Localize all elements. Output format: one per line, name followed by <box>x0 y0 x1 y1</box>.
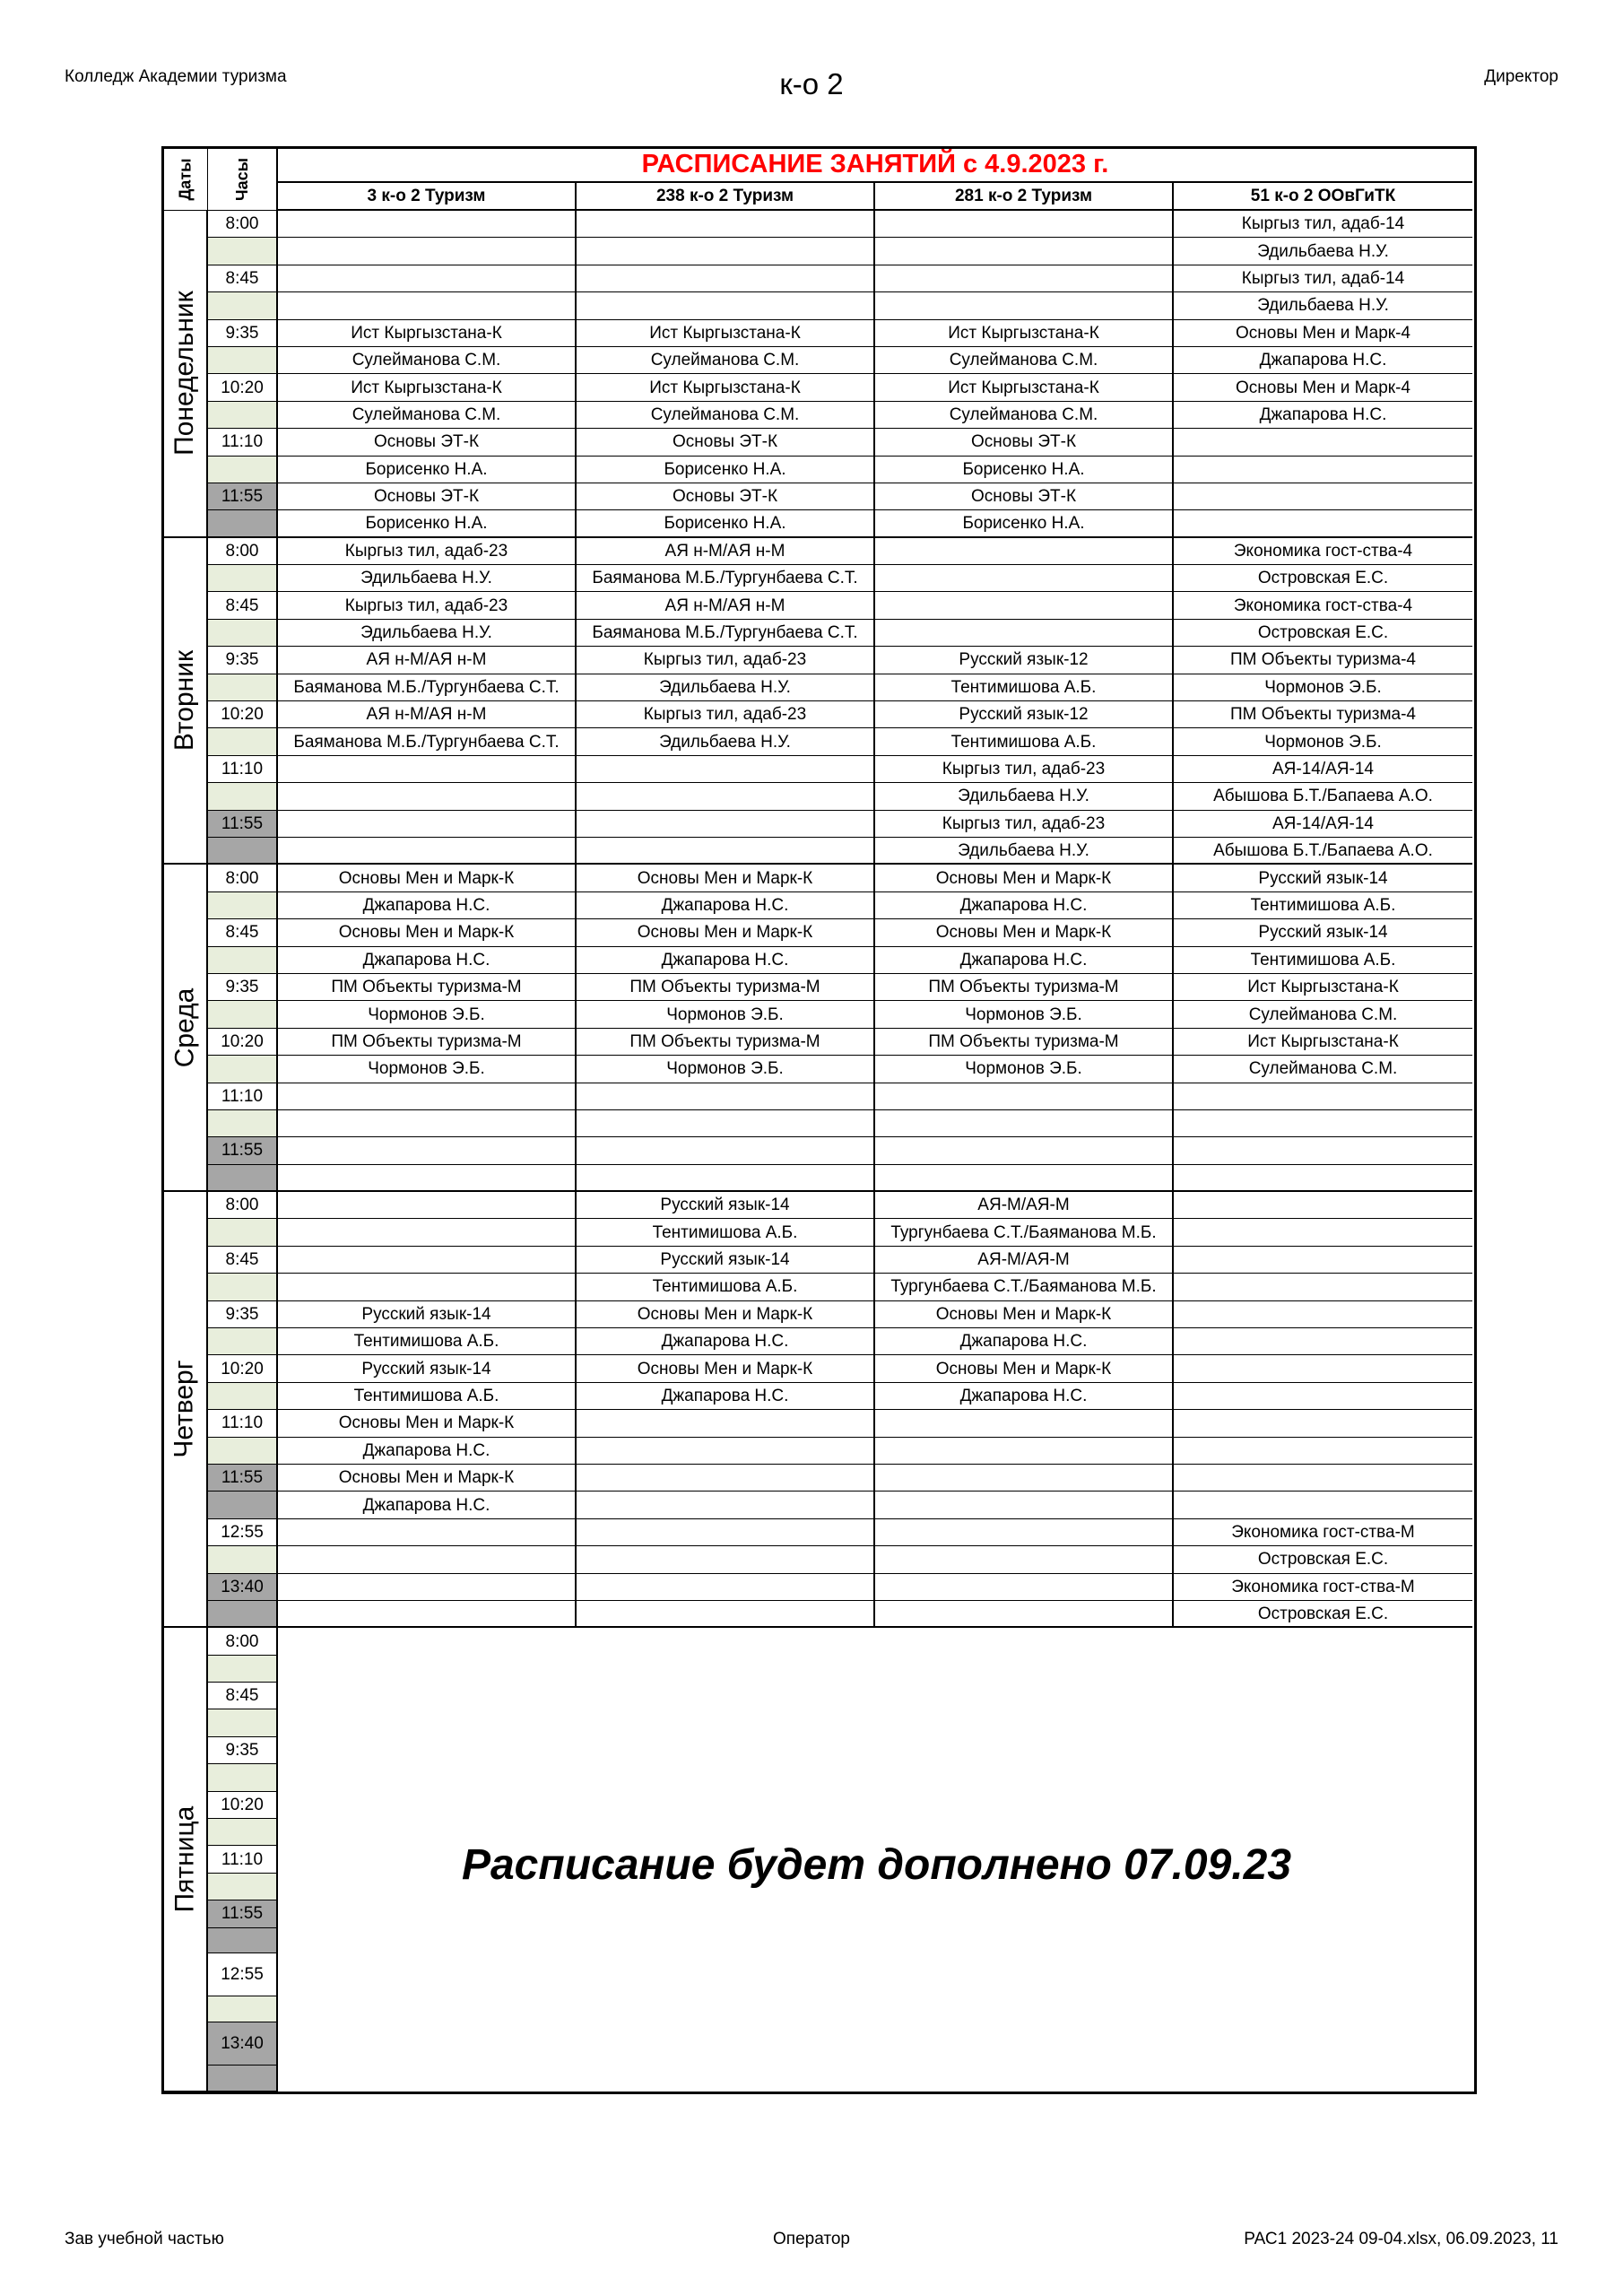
time-slot-spacer <box>208 1764 278 1791</box>
subject-cell <box>278 211 577 238</box>
time-slot: 11:10 <box>208 1083 278 1110</box>
time-slot-spacer <box>208 947 278 974</box>
subject-cell: Кыргыз тил, адаб-23 <box>875 811 1174 838</box>
subject-cell: Основы Мен и Марк-К <box>577 865 875 891</box>
teacher-cell: Тентимишова А.Б. <box>278 1383 577 1410</box>
subject-cell: Основы Мен и Марк-К <box>577 1301 875 1328</box>
subject-cell: Кыргыз тил, адаб-23 <box>875 756 1174 783</box>
teacher-cell: Тентимишова А.Б. <box>577 1274 875 1300</box>
time-slot: 8:45 <box>208 1683 278 1709</box>
teacher-cell <box>577 238 875 265</box>
subject-cell <box>577 1574 875 1601</box>
teacher-cell <box>278 838 577 865</box>
day-label: Понедельник <box>163 211 208 538</box>
teacher-cell <box>278 1165 577 1192</box>
subject-cell: Экономика гост-ства-4 <box>1174 592 1472 619</box>
subject-cell <box>278 1574 577 1601</box>
subject-cell: Русский язык-14 <box>278 1355 577 1382</box>
teacher-cell: Тентимишова А.Б. <box>875 674 1174 701</box>
day-label: Пятница <box>163 1628 208 2092</box>
teacher-cell: Эдильбаева Н.У. <box>577 674 875 701</box>
subject-cell <box>1174 1137 1472 1164</box>
subject-cell: Русский язык-12 <box>875 701 1174 728</box>
subject-cell <box>278 1192 577 1219</box>
header-college-name: Колледж Академии туризма <box>65 67 287 86</box>
time-slot-spacer <box>208 1996 278 2022</box>
teacher-cell: Сулейманова С.М. <box>1174 1056 1472 1083</box>
time-slot-spacer <box>208 783 278 810</box>
teacher-cell: Тентимишова А.Б. <box>577 1219 875 1246</box>
subject-cell: ПМ Объекты туризма-М <box>577 1029 875 1056</box>
time-slot-spacer <box>208 238 278 265</box>
time-slot: 10:20 <box>208 1792 278 1819</box>
teacher-cell: Сулейманова С.М. <box>577 402 875 429</box>
time-slot: 11:55 <box>208 811 278 838</box>
subject-cell: Русский язык-14 <box>577 1247 875 1274</box>
teacher-cell: Эдильбаева Н.У. <box>1174 238 1472 265</box>
day-label: Четверг <box>163 1192 208 1628</box>
time-slot-spacer <box>208 620 278 647</box>
subject-cell: Кыргыз тил, адаб-23 <box>577 701 875 728</box>
footer-operator: Оператор <box>773 2230 850 2248</box>
teacher-cell: Борисенко Н.А. <box>577 457 875 483</box>
teacher-cell: Борисенко Н.А. <box>278 457 577 483</box>
teacher-cell: Джапарова Н.С. <box>1174 402 1472 429</box>
schedule-title: РАСПИСАНИЕ ЗАНЯТИЙ с 4.9.2023 г. <box>278 148 1472 183</box>
subject-cell <box>1174 1247 1472 1274</box>
subject-cell <box>875 1137 1174 1164</box>
teacher-cell <box>278 1219 577 1246</box>
footer-file-info: РАС1 2023-24 09-04.xlsx, 06.09.2023, 11 <box>1244 2230 1558 2248</box>
teacher-cell <box>577 1492 875 1518</box>
teacher-cell <box>875 565 1174 592</box>
subject-cell: Русский язык-12 <box>875 647 1174 674</box>
teacher-cell: Джапарова Н.С. <box>577 1328 875 1355</box>
subject-cell: Экономика гост-ства-М <box>1174 1574 1472 1601</box>
time-slot-spacer <box>208 728 278 755</box>
teacher-cell: Джапарова Н.С. <box>577 947 875 974</box>
subject-cell <box>577 265 875 292</box>
teacher-cell: Чормонов Э.Б. <box>577 1056 875 1083</box>
subject-cell <box>577 211 875 238</box>
subject-cell <box>1174 1192 1472 1219</box>
time-slot: 13:40 <box>208 2022 278 2066</box>
teacher-cell: Борисенко Н.А. <box>278 510 577 537</box>
teacher-cell: Эдильбаева Н.У. <box>1174 292 1472 319</box>
header-group-code: к-о 2 <box>779 67 844 100</box>
teacher-cell: Чормонов Э.Б. <box>278 1056 577 1083</box>
subject-cell: Кыргыз тил, адаб-14 <box>1174 211 1472 238</box>
subject-cell <box>875 265 1174 292</box>
time-slot: 12:55 <box>208 1953 278 1996</box>
corner-dates: Даты <box>163 148 208 211</box>
time-slot: 11:55 <box>208 483 278 510</box>
teacher-cell: Чормонов Э.Б. <box>1174 728 1472 755</box>
teacher-cell: Абышова Б.Т./Бапаева А.О. <box>1174 783 1472 810</box>
schedule-notice: Расписание будет дополнено 07.09.23 <box>461 1841 1292 1889</box>
teacher-cell <box>1174 457 1472 483</box>
teacher-cell <box>577 1438 875 1465</box>
teacher-cell <box>875 1165 1174 1192</box>
time-slot: 9:35 <box>208 1301 278 1328</box>
subject-cell <box>577 756 875 783</box>
teacher-cell <box>278 1546 577 1573</box>
column-header: 238 к-о 2 Туризм <box>577 183 875 211</box>
subject-cell: Основы Мен и Марк-К <box>577 1355 875 1382</box>
subject-cell: ПМ Объекты туризма-М <box>278 1029 577 1056</box>
time-slot: 8:45 <box>208 592 278 619</box>
subject-cell: Кыргыз тил, адаб-23 <box>577 647 875 674</box>
teacher-cell <box>278 783 577 810</box>
teacher-cell: Эдильбаева Н.У. <box>577 728 875 755</box>
teacher-cell: Эдильбаева Н.У. <box>875 783 1174 810</box>
subject-cell <box>875 1465 1174 1492</box>
teacher-cell: Баяманова М.Б./Тургунбаева С.Т. <box>577 620 875 647</box>
teacher-cell: Тентимишова А.Б. <box>875 728 1174 755</box>
teacher-cell: Островская Е.С. <box>1174 1601 1472 1628</box>
subject-cell: Кыргыз тил, адаб-14 <box>1174 265 1472 292</box>
teacher-cell: Тентимишова А.Б. <box>1174 947 1472 974</box>
subject-cell: Основы ЭТ-К <box>577 483 875 510</box>
teacher-cell <box>1174 1328 1472 1355</box>
subject-cell: Основы Мен и Марк-К <box>577 919 875 946</box>
subject-cell: АЯ н-М/АЯ н-М <box>577 592 875 619</box>
teacher-cell <box>577 1165 875 1192</box>
teacher-cell: Эдильбаева Н.У. <box>875 838 1174 865</box>
teacher-cell: Тургунбаева С.Т./Баяманова М.Б. <box>875 1219 1174 1246</box>
teacher-cell: Джапарова Н.С. <box>1174 347 1472 374</box>
day-label: Среда <box>163 865 208 1192</box>
subject-cell: ПМ Объекты туризма-М <box>278 974 577 1001</box>
time-slot-spacer <box>208 457 278 483</box>
teacher-cell <box>278 1601 577 1628</box>
subject-cell <box>278 811 577 838</box>
teacher-cell: Абышова Б.Т./Бапаева А.О. <box>1174 838 1472 865</box>
subject-cell: Основы Мен и Марк-К <box>875 919 1174 946</box>
teacher-cell <box>1174 1219 1472 1246</box>
subject-cell: Основы Мен и Марк-К <box>278 919 577 946</box>
subject-cell <box>577 1410 875 1437</box>
teacher-cell: Борисенко Н.А. <box>875 457 1174 483</box>
time-slot: 9:35 <box>208 647 278 674</box>
time-slot-spacer <box>208 2066 278 2092</box>
time-slot-spacer <box>208 1274 278 1300</box>
time-slot: 8:00 <box>208 1628 278 1655</box>
subject-cell: Основы Мен и Марк-К <box>278 865 577 891</box>
subject-cell: Ист Кыргызстана-К <box>875 320 1174 347</box>
teacher-cell <box>1174 1492 1472 1518</box>
teacher-cell: Чормонов Э.Б. <box>577 1001 875 1028</box>
time-slot-spacer <box>208 510 278 537</box>
teacher-cell: Эдильбаева Н.У. <box>278 620 577 647</box>
time-slot-spacer <box>208 1601 278 1628</box>
teacher-cell <box>875 292 1174 319</box>
teacher-cell <box>577 1546 875 1573</box>
time-slot: 8:45 <box>208 1247 278 1274</box>
subject-cell: АЯ н-М/АЯ н-М <box>278 647 577 674</box>
teacher-cell: Джапарова Н.С. <box>875 1383 1174 1410</box>
subject-cell: Экономика гост-ства-М <box>1174 1519 1472 1546</box>
subject-cell: Ист Кыргызстана-К <box>278 374 577 401</box>
teacher-cell: Чормонов Э.Б. <box>875 1001 1174 1028</box>
subject-cell: Основы ЭТ-К <box>278 483 577 510</box>
time-slot-spacer <box>208 1001 278 1028</box>
teacher-cell <box>875 620 1174 647</box>
time-slot: 8:00 <box>208 538 278 565</box>
teacher-cell: Баяманова М.Б./Тургунбаева С.Т. <box>278 728 577 755</box>
teacher-cell: Борисенко Н.А. <box>577 510 875 537</box>
time-slot-spacer <box>208 1438 278 1465</box>
teacher-cell: Островская Е.С. <box>1174 565 1472 592</box>
time-slot: 9:35 <box>208 1737 278 1764</box>
teacher-cell: Джапарова Н.С. <box>278 947 577 974</box>
subject-cell: Основы ЭТ-К <box>577 429 875 456</box>
time-slot: 8:45 <box>208 265 278 292</box>
time-slot: 11:55 <box>208 1465 278 1492</box>
subject-cell <box>875 211 1174 238</box>
teacher-cell: Тентимишова А.Б. <box>278 1328 577 1355</box>
subject-cell: ПМ Объекты туризма-М <box>875 1029 1174 1056</box>
teacher-cell: Чормонов Э.Б. <box>875 1056 1174 1083</box>
subject-cell <box>278 1247 577 1274</box>
subject-cell: Основы ЭТ-К <box>278 429 577 456</box>
teacher-cell <box>875 1438 1174 1465</box>
time-slot: 11:10 <box>208 1846 278 1873</box>
subject-cell: АЯ-М/АЯ-М <box>875 1192 1174 1219</box>
time-slot-spacer <box>208 892 278 919</box>
time-slot: 10:20 <box>208 701 278 728</box>
teacher-cell: Джапарова Н.С. <box>278 1492 577 1518</box>
time-slot: 11:55 <box>208 1137 278 1164</box>
time-slot-spacer <box>208 1056 278 1083</box>
subject-cell: Русский язык-14 <box>278 1301 577 1328</box>
teacher-cell: Баяманова М.Б./Тургунбаева С.Т. <box>278 674 577 701</box>
time-slot-spacer <box>208 1110 278 1137</box>
time-slot: 11:10 <box>208 756 278 783</box>
teacher-cell: Борисенко Н.А. <box>875 510 1174 537</box>
time-slot-spacer <box>208 1383 278 1410</box>
subject-cell <box>278 1519 577 1546</box>
time-slot-spacer <box>208 1165 278 1192</box>
time-slot: 10:20 <box>208 374 278 401</box>
column-header: 281 к-о 2 Туризм <box>875 183 1174 211</box>
time-slot: 8:00 <box>208 1192 278 1219</box>
teacher-cell <box>875 1546 1174 1573</box>
footer-head-of-studies: Зав учебной частью <box>65 2230 224 2248</box>
time-slot: 8:00 <box>208 865 278 891</box>
subject-cell: ПМ Объекты туризма-М <box>577 974 875 1001</box>
day-label: Вторник <box>163 538 208 865</box>
time-slot-spacer <box>208 1819 278 1846</box>
subject-cell <box>875 592 1174 619</box>
subject-cell: Основы Мен и Марк-К <box>278 1410 577 1437</box>
time-slot-spacer <box>208 1928 278 1954</box>
teacher-cell <box>577 292 875 319</box>
header-director: Директор <box>1484 67 1558 86</box>
time-slot-spacer <box>208 838 278 865</box>
teacher-cell: Тентимишова А.Б. <box>1174 892 1472 919</box>
teacher-cell: Джапарова Н.С. <box>875 1328 1174 1355</box>
subject-cell: АЯ-14/АЯ-14 <box>1174 756 1472 783</box>
schedule-table <box>163 148 1475 2092</box>
corner-hours: Часы <box>208 148 278 211</box>
time-slot-spacer <box>208 674 278 701</box>
teacher-cell: Джапарова Н.С. <box>278 1438 577 1465</box>
teacher-cell: Островская Е.С. <box>1174 620 1472 647</box>
subject-cell: Основы Мен и Марк-К <box>875 865 1174 891</box>
teacher-cell: Джапарова Н.С. <box>875 892 1174 919</box>
teacher-cell: Сулейманова С.М. <box>1174 1001 1472 1028</box>
subject-cell <box>278 756 577 783</box>
time-slot-spacer <box>208 1546 278 1573</box>
time-slot: 11:10 <box>208 1410 278 1437</box>
subject-cell: АЯ-М/АЯ-М <box>875 1247 1174 1274</box>
teacher-cell <box>278 1274 577 1300</box>
subject-cell <box>1174 1410 1472 1437</box>
teacher-cell: Сулейманова С.М. <box>875 402 1174 429</box>
teacher-cell <box>1174 1274 1472 1300</box>
subject-cell: Русский язык-14 <box>1174 919 1472 946</box>
subject-cell: Основы Мен и Марк-4 <box>1174 320 1472 347</box>
subject-cell: Ист Кыргызстана-К <box>1174 1029 1472 1056</box>
teacher-cell <box>577 838 875 865</box>
subject-cell: Ист Кыргызстана-К <box>1174 974 1472 1001</box>
teacher-cell <box>1174 1438 1472 1465</box>
subject-cell: Основы ЭТ-К <box>875 429 1174 456</box>
teacher-cell <box>278 1110 577 1137</box>
subject-cell: ПМ Объекты туризма-М <box>875 974 1174 1001</box>
subject-cell <box>1174 483 1472 510</box>
subject-cell <box>1174 1083 1472 1110</box>
time-slot: 10:20 <box>208 1029 278 1056</box>
time-slot-spacer <box>208 1874 278 1900</box>
subject-cell <box>577 1519 875 1546</box>
teacher-cell <box>577 1601 875 1628</box>
subject-cell <box>875 1083 1174 1110</box>
time-slot-spacer <box>208 347 278 374</box>
time-slot-spacer <box>208 565 278 592</box>
subject-cell <box>278 1083 577 1110</box>
teacher-cell: Эдильбаева Н.У. <box>278 565 577 592</box>
subject-cell: Русский язык-14 <box>577 1192 875 1219</box>
subject-cell: АЯ н-М/АЯ н-М <box>278 701 577 728</box>
teacher-cell: Баяманова М.Б./Тургунбаева С.Т. <box>577 565 875 592</box>
time-slot-spacer <box>208 1709 278 1736</box>
subject-cell: Кыргыз тил, адаб-23 <box>278 592 577 619</box>
time-slot: 13:40 <box>208 1574 278 1601</box>
time-slot: 8:00 <box>208 211 278 238</box>
subject-cell: Основы Мен и Марк-К <box>875 1301 1174 1328</box>
subject-cell: ПМ Объекты туризма-4 <box>1174 647 1472 674</box>
column-header: 51 к-о 2 ООвГиТК <box>1174 183 1472 211</box>
teacher-cell <box>1174 1165 1472 1192</box>
subject-cell <box>1174 1465 1472 1492</box>
time-slot: 12:55 <box>208 1519 278 1546</box>
column-header: 3 к-о 2 Туризм <box>278 183 577 211</box>
teacher-cell <box>278 292 577 319</box>
time-slot-spacer <box>208 1656 278 1683</box>
subject-cell: Ист Кыргызстана-К <box>278 320 577 347</box>
teacher-cell <box>875 238 1174 265</box>
time-slot: 9:35 <box>208 974 278 1001</box>
subject-cell: Ист Кыргызстана-К <box>875 374 1174 401</box>
subject-cell: Основы Мен и Марк-4 <box>1174 374 1472 401</box>
teacher-cell: Сулейманова С.М. <box>278 347 577 374</box>
teacher-cell: Джапарова Н.С. <box>875 947 1174 974</box>
subject-cell <box>577 1137 875 1164</box>
teacher-cell <box>278 238 577 265</box>
subject-cell: Ист Кыргызстана-К <box>577 320 875 347</box>
subject-cell: Основы Мен и Марк-К <box>278 1465 577 1492</box>
time-slot: 9:35 <box>208 320 278 347</box>
subject-cell: Основы Мен и Марк-К <box>875 1355 1174 1382</box>
subject-cell: Кыргыз тил, адаб-23 <box>278 538 577 565</box>
subject-cell <box>875 1574 1174 1601</box>
subject-cell: Экономика гост-ства-4 <box>1174 538 1472 565</box>
teacher-cell <box>1174 1110 1472 1137</box>
teacher-cell <box>1174 1383 1472 1410</box>
subject-cell: Основы ЭТ-К <box>875 483 1174 510</box>
subject-cell <box>577 1465 875 1492</box>
subject-cell: АЯ н-М/АЯ н-М <box>577 538 875 565</box>
subject-cell <box>577 811 875 838</box>
teacher-cell: Островская Е.С. <box>1174 1546 1472 1573</box>
teacher-cell <box>1174 510 1472 537</box>
teacher-cell <box>875 1492 1174 1518</box>
time-slot: 11:55 <box>208 1900 278 1927</box>
subject-cell <box>875 538 1174 565</box>
time-slot-spacer <box>208 1492 278 1518</box>
time-slot-spacer <box>208 1328 278 1355</box>
subject-cell <box>577 1083 875 1110</box>
teacher-cell: Чормонов Э.Б. <box>278 1001 577 1028</box>
time-slot: 8:45 <box>208 919 278 946</box>
subject-cell <box>1174 1301 1472 1328</box>
teacher-cell <box>875 1601 1174 1628</box>
teacher-cell: Джапарова Н.С. <box>577 1383 875 1410</box>
teacher-cell: Тургунбаева С.Т./Баяманова М.Б. <box>875 1274 1174 1300</box>
teacher-cell <box>875 1110 1174 1137</box>
subject-cell: Русский язык-14 <box>1174 865 1472 891</box>
subject-cell <box>1174 1355 1472 1382</box>
subject-cell: ПМ Объекты туризма-4 <box>1174 701 1472 728</box>
teacher-cell: Сулейманова С.М. <box>278 402 577 429</box>
time-slot-spacer <box>208 402 278 429</box>
subject-cell <box>875 1519 1174 1546</box>
subject-cell <box>875 1410 1174 1437</box>
teacher-cell: Сулейманова С.М. <box>875 347 1174 374</box>
time-slot-spacer <box>208 292 278 319</box>
time-slot-spacer <box>208 1219 278 1246</box>
teacher-cell: Чормонов Э.Б. <box>1174 674 1472 701</box>
time-slot: 11:10 <box>208 429 278 456</box>
teacher-cell: Джапарова Н.С. <box>278 892 577 919</box>
subject-cell <box>278 265 577 292</box>
subject-cell <box>278 1137 577 1164</box>
teacher-cell: Сулейманова С.М. <box>577 347 875 374</box>
teacher-cell: Джапарова Н.С. <box>577 892 875 919</box>
subject-cell: АЯ-14/АЯ-14 <box>1174 811 1472 838</box>
teacher-cell <box>577 1110 875 1137</box>
teacher-cell <box>577 783 875 810</box>
subject-cell <box>1174 429 1472 456</box>
time-slot: 10:20 <box>208 1355 278 1382</box>
subject-cell: Ист Кыргызстана-К <box>577 374 875 401</box>
